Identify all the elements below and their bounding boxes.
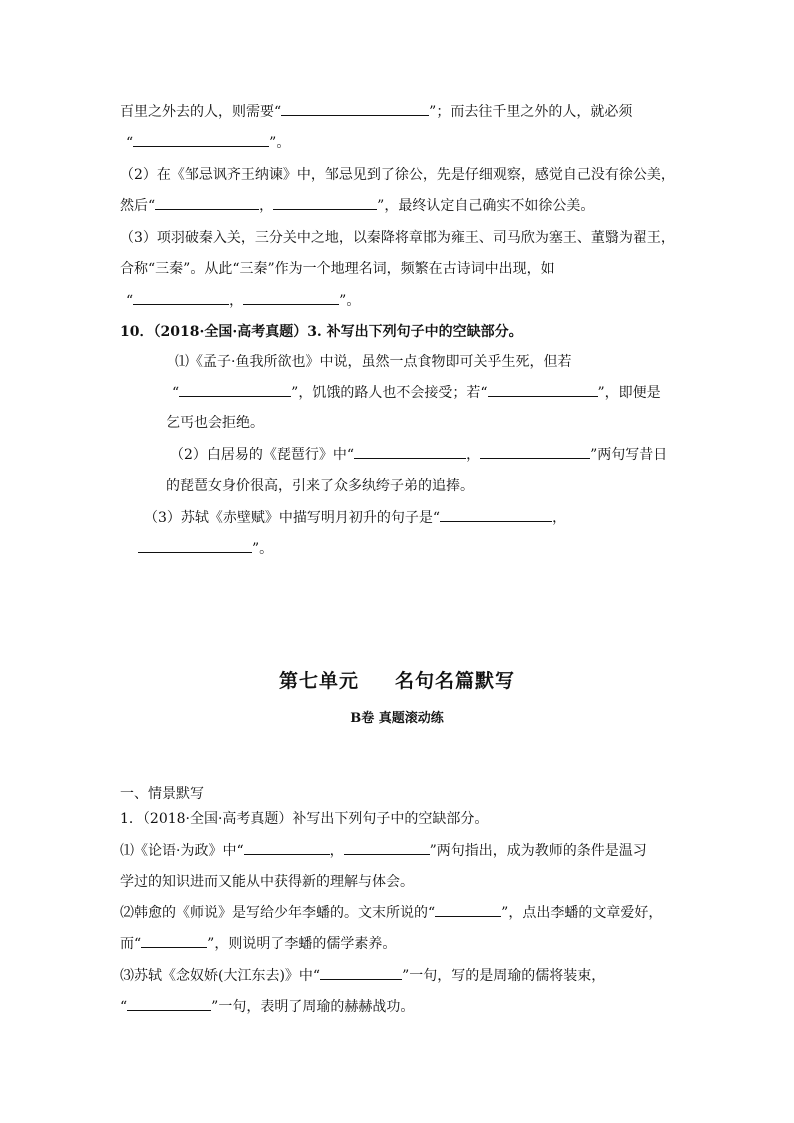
text-fragment: ， (259, 198, 274, 214)
text-fragment: （2）白居易的《琵琶行》中“ (170, 447, 355, 463)
text-fragment: ”，最终认定自己确实不如徐公美。 (377, 198, 595, 214)
text-fragment: ”，则说明了李蟠的儒学素养。 (207, 936, 397, 952)
answer-blank[interactable] (244, 841, 330, 855)
answer-blank[interactable] (354, 445, 466, 459)
section-subtitle: B卷 真题滚动练 (350, 711, 444, 726)
text-line (120, 841, 647, 861)
text-fragment: ， (329, 843, 344, 859)
answer-blank[interactable] (488, 383, 598, 397)
question-10-heading: 10．（2018·全国·高考真题）3. 补写出下列句子中的空缺部分。 (120, 324, 523, 340)
unit-subtitle: 名句名篇默写 (395, 670, 516, 692)
page-title (0, 666, 794, 693)
text-fragment: ”。 (339, 293, 361, 309)
text-fragment: “ (172, 385, 180, 401)
text-fragment: ， (229, 293, 244, 309)
text-fragment: （3）项羽破秦入关，三分关中之地，以秦降将章邯为雍王、司马欣为塞王、董翳为翟王， (120, 230, 675, 246)
text-fragment: ⑶苏轼《念奴娇(大江东去)》中“ (120, 968, 321, 984)
answer-blank[interactable] (133, 291, 229, 305)
text-fragment: 百里之外去的人，则需要“ (120, 104, 282, 120)
text-line (138, 539, 273, 559)
text-fragment: 合称“三秦”。从此“三秦”作为一个地理名词，频繁在古诗词中出现，如 (120, 261, 555, 277)
text-fragment: 然后“ (120, 198, 156, 214)
text-fragment: 而“ (120, 936, 142, 952)
text-line (120, 228, 675, 248)
text-fragment: ”，饥饿的路人也不会接受；若“ (291, 385, 488, 401)
text-line (120, 196, 594, 216)
section-heading: 一、情景默写 (120, 786, 204, 802)
text-fragment: ”，即便是 (597, 385, 661, 401)
answer-blank[interactable] (127, 997, 211, 1011)
text-fragment: ”；而去往千里之外的人，就必须 (429, 104, 633, 120)
answer-blank[interactable] (179, 383, 291, 397)
answer-blank[interactable] (141, 934, 207, 948)
text-fragment: ⑴《论语·为政》中“ (120, 843, 244, 859)
text-line: 学过的知识进而又能从中获得新的理解与体会。 (120, 874, 414, 890)
text-fragment: “ (126, 293, 134, 309)
answer-blank[interactable] (480, 445, 590, 459)
text-fragment: “ (126, 135, 134, 151)
text-line (120, 997, 414, 1017)
question-1-heading: 1．（2018·全国·高考真题）补写出下列句子中的空缺部分。 (120, 811, 489, 827)
text-fragment: ”。 (269, 135, 291, 151)
answer-blank[interactable] (320, 966, 402, 980)
text-fragment: ⑵韩愈的《师说》是写给少年李蟠的。文末所说的“ (120, 905, 436, 921)
text-line (120, 934, 396, 954)
text-line (120, 903, 662, 923)
text-fragment: ”。 (252, 541, 274, 557)
unit-title: 第七单元 (278, 670, 359, 692)
text-fragment: ， (552, 510, 567, 526)
text-line (120, 102, 632, 122)
answer-blank[interactable] (138, 539, 252, 553)
text-fragment: ”两句写昔日 (590, 447, 668, 463)
text-line: 乞丐也会拒绝。 (166, 415, 264, 431)
answer-blank[interactable] (344, 841, 430, 855)
answer-blank[interactable] (243, 291, 339, 305)
answer-blank[interactable] (281, 102, 429, 116)
text-line: ⑴《孟子·鱼我所欲也》中说，虽然一点食物即可关乎生死，但若 (175, 354, 572, 370)
text-line (120, 966, 605, 986)
text-line (120, 165, 675, 185)
answer-blank[interactable] (273, 196, 377, 210)
text-line (126, 133, 290, 153)
answer-blank[interactable] (435, 903, 501, 917)
text-fragment: ， (466, 447, 481, 463)
text-line (170, 445, 667, 465)
text-fragment: （3）苏轼《赤壁赋》中描写明月初升的句子是“ (144, 510, 441, 526)
answer-blank[interactable] (440, 508, 552, 522)
text-fragment: ”两句指出，成为教师的条件是温习 (429, 843, 647, 859)
answer-blank[interactable] (155, 196, 259, 210)
text-line: 的琵琶女身价很高，引来了众多纨绔子弟的追捧。 (166, 478, 474, 494)
text-fragment: （2）在《邹忌讽齐王纳谏》中，邹忌见到了徐公，先是仔细观察，感觉自己没有徐公美， (120, 167, 675, 183)
text-fragment: ”一句，写的是周瑜的儒将装束， (402, 968, 606, 984)
text-line (120, 259, 555, 279)
answer-blank[interactable] (133, 133, 269, 147)
text-fragment: “ (120, 999, 128, 1015)
text-line (126, 291, 360, 311)
text-fragment: ”，点出李蟠的文章爱好， (501, 905, 663, 921)
text-fragment: ”一句，表明了周瑜的赫赫战功。 (211, 999, 415, 1015)
text-line (172, 383, 661, 403)
text-line (144, 508, 566, 528)
